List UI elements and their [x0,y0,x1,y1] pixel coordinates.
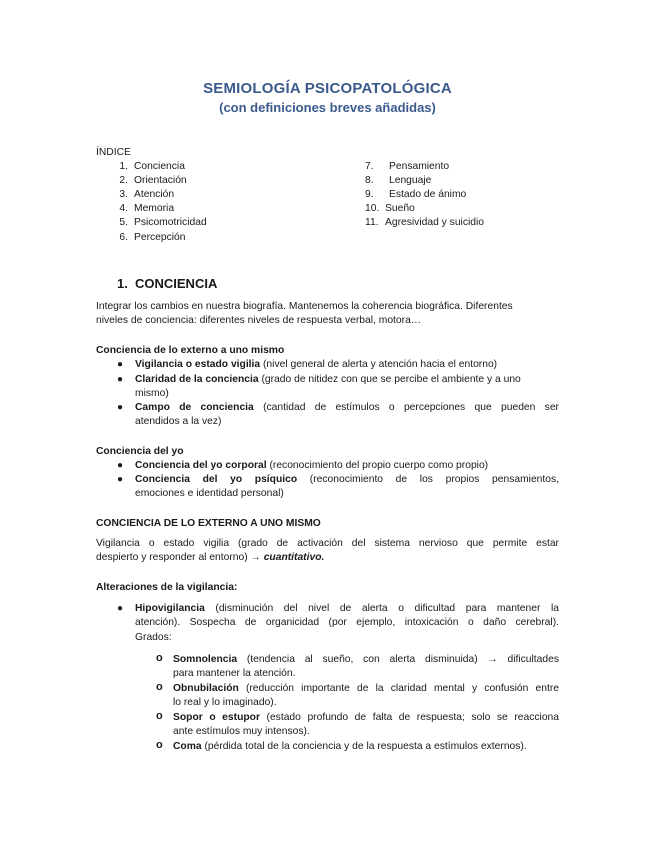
sub-list-item: Obnubilación (reducción importante de la claridad mental y confusión entre lo real y lo imaginado). [173,683,559,709]
index-item: 3. Atención [119,189,175,200]
index-item: 9. Estado de ánimo [365,189,467,200]
index-item: 4. Memoria [119,203,175,214]
index-label: ÍNDICE [96,147,131,158]
index-item: 6. Percepción [119,232,186,243]
index-item: 2. Orientación [119,175,187,186]
bullet-icon: ● [117,460,124,471]
index-item: 8. Lenguaje [365,175,432,186]
index-item: 11. Agresividad y suicidio [365,217,485,228]
section-heading: 1. CONCIENCIA [117,276,218,291]
bullet-icon: ● [117,402,124,413]
index-item: 1. Conciencia [119,161,185,172]
document-subtitle: (con definiciones breves añadidas) [219,100,436,115]
index-item: 5. Psicomotricidad [119,217,207,228]
list-item: Conciencia del yo psíquico (reconocimiento de los propios pensamientos, emociones e identidad personal) [135,474,559,500]
bullet-icon: ● [117,474,124,485]
bullet-icon: ● [117,374,124,385]
sub-bullet-icon: o [156,710,163,722]
sub-bullet-icon: o [156,681,163,693]
list-item: Conciencia del yo corporal (reconocimiento del propio cuerpo como propio) [135,460,489,471]
index-item: 7. Pensamiento [365,161,450,172]
sub-bullet-icon: o [156,739,163,751]
list-item: Campo de conciencia (cantidad de estímulos o percepciones que pueden ser atendidos a la vez) [135,402,559,428]
alteraciones-heading: Alteraciones de la vigilancia: [96,582,238,593]
list-item: Claridad de la conciencia (grado de nitidez con que se percibe el ambiente y a uno mismo) [135,374,521,400]
index-item: 10. Sueño [365,203,415,214]
sub-list-item: Coma (pérdida total de la conciencia y de la respuesta a estímulos externos). [173,741,527,752]
intro-paragraph: Integrar los cambios en nuestra biografía. Mantenemos la coherencia biográfica. Diferentes niveles de conciencia: diferentes niveles de respuesta verbal, motora… [96,301,513,327]
sub-bullet-icon: o [156,652,163,664]
vigilia-paragraph: Vigilancia o estado vigilia (grado de activación del sistema nervioso que permite estar despierto y responder al entorno) → cuantitativo. [96,538,559,564]
sub-list-item: Sopor o estupor (estado profundo de falta de respuesta; solo se reacciona ante estímulos muy intensos). [173,712,559,738]
subsection-heading-yo: Conciencia del yo [96,446,184,457]
caps-heading: CONCIENCIA DE LO EXTERNO A UNO MISMO [96,518,321,529]
subsection-heading-externo: Conciencia de lo externo a uno mismo [96,345,285,356]
list-item: Vigilancia o estado vigilia (nivel general de alerta y atención hacia el entorno) [135,359,498,370]
bullet-icon: ● [117,603,124,614]
sub-list-item: Somnolencia (tendencia al sueño, con alerta disminuida) → dificultades para mantener la atención. [173,654,559,680]
document-title: SEMIOLOGÍA PSICOPATOLÓGICA [203,80,452,97]
list-item-hipovigilancia: Hipovigilancia (disminución del nivel de alerta o dificultad para mantener la atención). Sospecha de organicidad (por ejemplo, intoxicación o daño cerebral). Grados: [135,603,559,643]
bullet-icon: ● [117,359,124,370]
